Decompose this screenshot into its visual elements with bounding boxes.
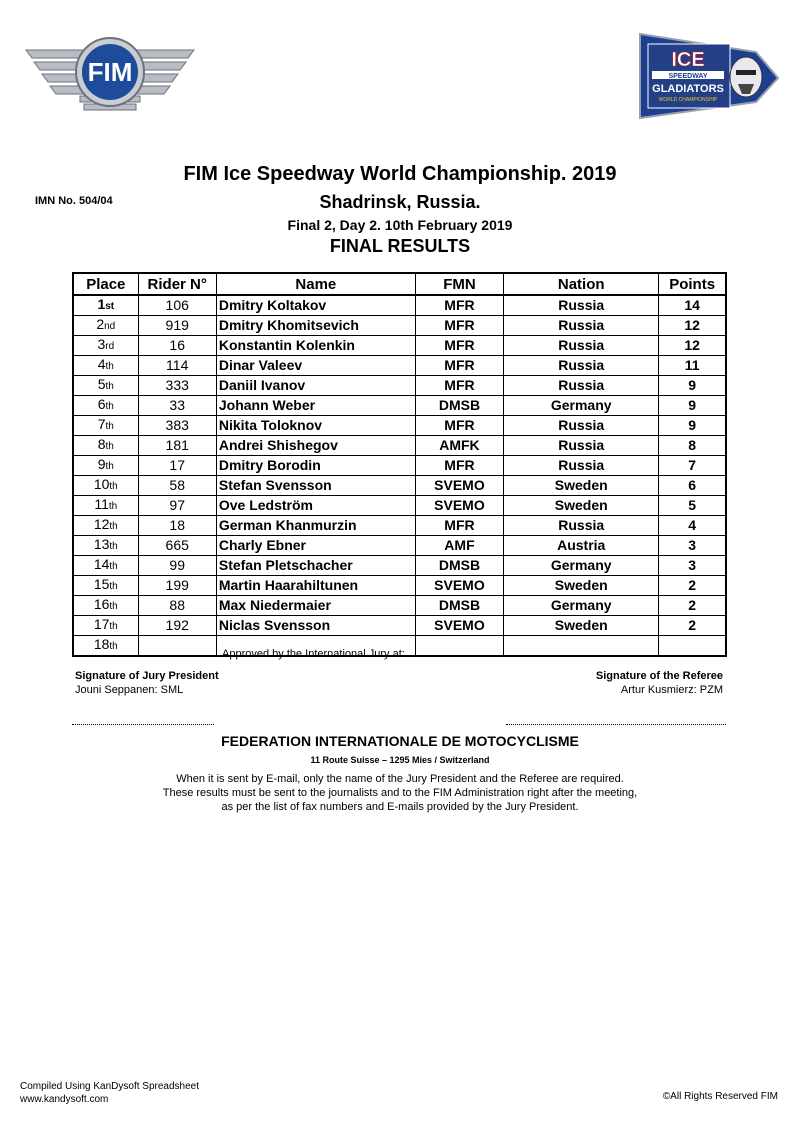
cell-place [73,596,138,616]
table-row [73,516,726,536]
cell-nation: Russia [504,516,659,536]
place-number: 11 [94,496,109,512]
cell-rider-number: 99 [138,556,216,576]
svg-text:SPEEDWAY: SPEEDWAY [668,73,708,80]
table-row [73,416,726,436]
cell-nation: Germany [504,556,659,576]
federation-address: 11 Route Suisse – 1295 Mies / Switzerland [310,755,490,765]
table-row [73,316,726,336]
cell-fmn: DMSB [415,556,503,576]
place-number: 3 [97,336,106,352]
cell-name: Niclas Svensson [216,616,415,636]
table-row [73,556,726,576]
table-row [73,436,726,456]
cell-points: 7 [659,456,726,476]
cell-place [73,576,138,596]
table-header-row [73,273,726,295]
cell-place [73,496,138,516]
compiled-by-text: Compiled Using KanDysoft Spreadsheet [20,1081,199,1092]
table-row [73,456,726,476]
place-suffix: th [109,621,118,632]
cell-fmn: MFR [415,316,503,336]
cell-points: 9 [659,396,726,416]
cell-points: 3 [659,536,726,556]
cell-place [73,536,138,556]
cell-points: 2 [659,596,726,616]
cell-name: Max Niedermaier [216,596,415,616]
cell-points: 9 [659,416,726,436]
cell-fmn: MFR [415,376,503,396]
cell-name: Dmitry Koltakov [216,295,415,316]
referee-signature-label: Signature of the Referee [595,670,723,682]
cell-name: Martin Haarahiltunen [216,576,415,596]
event-location: Shadrinsk, Russia. [319,192,481,212]
cell-name: Charly Ebner [216,536,415,556]
cell-rider-number: 97 [138,496,216,516]
svg-text:FIM: FIM [87,57,133,87]
cell-points: 11 [659,356,726,376]
cell-nation: Russia [504,376,659,396]
cell-name: Ove Ledström [216,496,415,516]
table-row [73,356,726,376]
cell-name: Johann Weber [216,396,415,416]
place-number: 15 [93,576,110,592]
cell-rider-number: 18 [138,516,216,536]
jury-president-signature-label: Signature of Jury President [75,670,219,682]
place-number: 10 [93,476,110,492]
note-line: When it is sent by E-mail, only the name of the Jury President and the Referee are required. [176,773,624,785]
cell-nation: Austria [504,536,659,556]
place-suffix: st [105,301,115,312]
table-row [73,536,726,556]
imn-number: IMN No. 504/04 [35,195,113,207]
cell-fmn: MFR [415,516,503,536]
cell-nation: Russia [504,295,659,316]
table-row [73,376,726,396]
cell-place [73,616,138,636]
cell-fmn: AMFK [415,436,503,456]
table-row [73,576,726,596]
cell-nation: Russia [504,456,659,476]
place-suffix: th [109,521,118,532]
cell-nation: Russia [504,316,659,336]
place-suffix: rd [105,341,115,352]
cell-rider-number: 665 [138,536,216,556]
cell-fmn: MFR [415,295,503,316]
place-number: 13 [93,536,110,552]
cell-rider-number: 181 [138,436,216,456]
cell-place [73,636,138,657]
cell-rider-number [138,636,216,657]
document-title: FIM Ice Speedway World Championship. 2019 [183,163,617,185]
column-header-nation: Nation [504,273,659,295]
cell-place [73,436,138,456]
cell-name: German Khanmurzin [216,516,415,536]
cell-name: Andrei Shishegov [216,436,415,456]
cell-fmn: SVEMO [415,616,503,636]
referee-signature-line [506,724,726,725]
place-suffix: th [105,441,114,452]
place-suffix: th [108,501,118,512]
cell-rider-number: 383 [138,416,216,436]
cell-rider-number: 199 [138,576,216,596]
note-line: These results must be sent to the journalists and to the FIM Administration right after the meeting, [162,787,638,799]
cell-rider-number: 333 [138,376,216,396]
cell-name: Dmitry Borodin [216,456,415,476]
cell-points: 2 [659,616,726,636]
cell-nation: Sweden [504,616,659,636]
cell-fmn: SVEMO [415,496,503,516]
cell-fmn [415,636,503,657]
cell-points: 3 [659,556,726,576]
cell-place [73,336,138,356]
cell-fmn: AMF [415,536,503,556]
place-suffix: th [109,601,118,612]
cell-points: 12 [659,316,726,336]
cell-nation: Sweden [504,576,659,596]
cell-place [73,456,138,476]
table-row [73,396,726,416]
cell-rider-number: 33 [138,396,216,416]
svg-text:ICE: ICE [671,49,705,71]
place-number: 18 [93,636,110,652]
cell-fmn: MFR [415,456,503,476]
cell-place [73,396,138,416]
place-number: 8 [97,436,106,452]
cell-nation: Russia [504,436,659,456]
svg-text:GLADIATORS: GLADIATORS [652,83,724,95]
table-row [73,596,726,616]
cell-points: 14 [659,295,726,316]
table-row [73,336,726,356]
place-number: 4 [97,356,106,372]
cell-points: 6 [659,476,726,496]
place-suffix: th [105,421,114,432]
cell-place [73,516,138,536]
cell-rider-number: 58 [138,476,216,496]
place-suffix: th [109,581,118,592]
cell-name: Stefan Svensson [216,476,415,496]
cell-fmn: SVEMO [415,476,503,496]
cell-name: Daniil Ivanov [216,376,415,396]
cell-points: 5 [659,496,726,516]
cell-rider-number: 17 [138,456,216,476]
place-suffix: th [109,561,118,572]
place-number: 16 [93,596,110,612]
cell-rider-number: 106 [138,295,216,316]
cell-points: 8 [659,436,726,456]
cell-fmn: MFR [415,356,503,376]
event-subtitle: Final 2, Day 2. 10th February 2019 [287,217,513,233]
cell-nation: Russia [504,336,659,356]
cell-nation: Sweden [504,476,659,496]
cell-place [73,316,138,336]
place-suffix: th [105,361,114,372]
cell-place [73,476,138,496]
jury-signature-line [72,724,214,725]
note-line: as per the list of fax numbers and E-mails provided by the Jury President. [221,801,579,813]
results-heading: FINAL RESULTS [329,236,471,256]
federation-name: FEDERATION INTERNATIONALE DE MOTOCYCLISME [221,733,579,749]
place-number: 5 [97,376,106,392]
place-suffix: th [109,541,118,552]
table-row [73,496,726,516]
cell-nation [504,636,659,657]
cell-nation: Sweden [504,496,659,516]
cell-rider-number: 88 [138,596,216,616]
ice-speedway-gladiators-logo [638,30,780,122]
cell-points: 12 [659,336,726,356]
place-number: 1 [97,296,106,312]
cell-points: 2 [659,576,726,596]
cell-place [73,356,138,376]
place-suffix: nd [104,321,116,332]
cell-name: Dinar Valeev [216,356,415,376]
referee-name: Artur Kusmierz: PZM [620,684,723,696]
cell-place [73,556,138,576]
column-header-fmn: FMN [415,273,503,295]
cell-fmn: MFR [415,416,503,436]
place-number: 2 [96,316,105,332]
table-row [73,616,726,636]
cell-fmn: DMSB [415,596,503,616]
cell-nation: Germany [504,396,659,416]
cell-name: Konstantin Kolenkin [216,336,415,356]
place-suffix: th [105,401,114,412]
website-text: www.kandysoft.com [20,1094,109,1105]
copyright-text: ©All Rights Reserved FIM [662,1091,778,1102]
cell-rider-number: 114 [138,356,216,376]
jury-president-name: Jouni Seppanen: SML [75,684,184,696]
column-header-points: Points [659,273,726,295]
place-suffix: th [105,461,114,472]
place-number: 9 [97,456,106,472]
cell-fmn: SVEMO [415,576,503,596]
cell-place [73,376,138,396]
cell-points: 9 [659,376,726,396]
cell-rider-number: 16 [138,336,216,356]
place-suffix: th [109,641,118,652]
cell-rider-number: 919 [138,316,216,336]
cell-place [73,295,138,316]
approval-text: Approved by the International Jury at: [222,648,405,660]
cell-place [73,416,138,436]
cell-rider-number: 192 [138,616,216,636]
place-number: 14 [93,556,110,572]
cell-name: Stefan Pletschacher [216,556,415,576]
place-suffix: th [105,381,114,392]
cell-fmn: DMSB [415,396,503,416]
fim-logo [22,32,198,120]
cell-fmn: MFR [415,336,503,356]
cell-points: 4 [659,516,726,536]
column-header-rider-number: Rider N° [138,273,216,295]
place-number: 12 [93,516,110,532]
place-suffix: th [109,481,118,492]
column-header-place: Place [73,273,138,295]
column-header-name: Name [216,273,415,295]
table-row [73,295,726,316]
svg-text:WORLD CHAMPIONSHIP: WORLD CHAMPIONSHIP [658,97,718,103]
cell-nation: Russia [504,356,659,376]
cell-points [659,636,726,657]
table-row [73,476,726,496]
place-number: 6 [97,396,106,412]
place-number: 17 [93,616,110,632]
cell-nation: Germany [504,596,659,616]
cell-nation: Russia [504,416,659,436]
cell-name: Nikita Toloknov [216,416,415,436]
cell-name: Dmitry Khomitsevich [216,316,415,336]
results-table [72,272,727,657]
place-number: 7 [97,416,106,432]
